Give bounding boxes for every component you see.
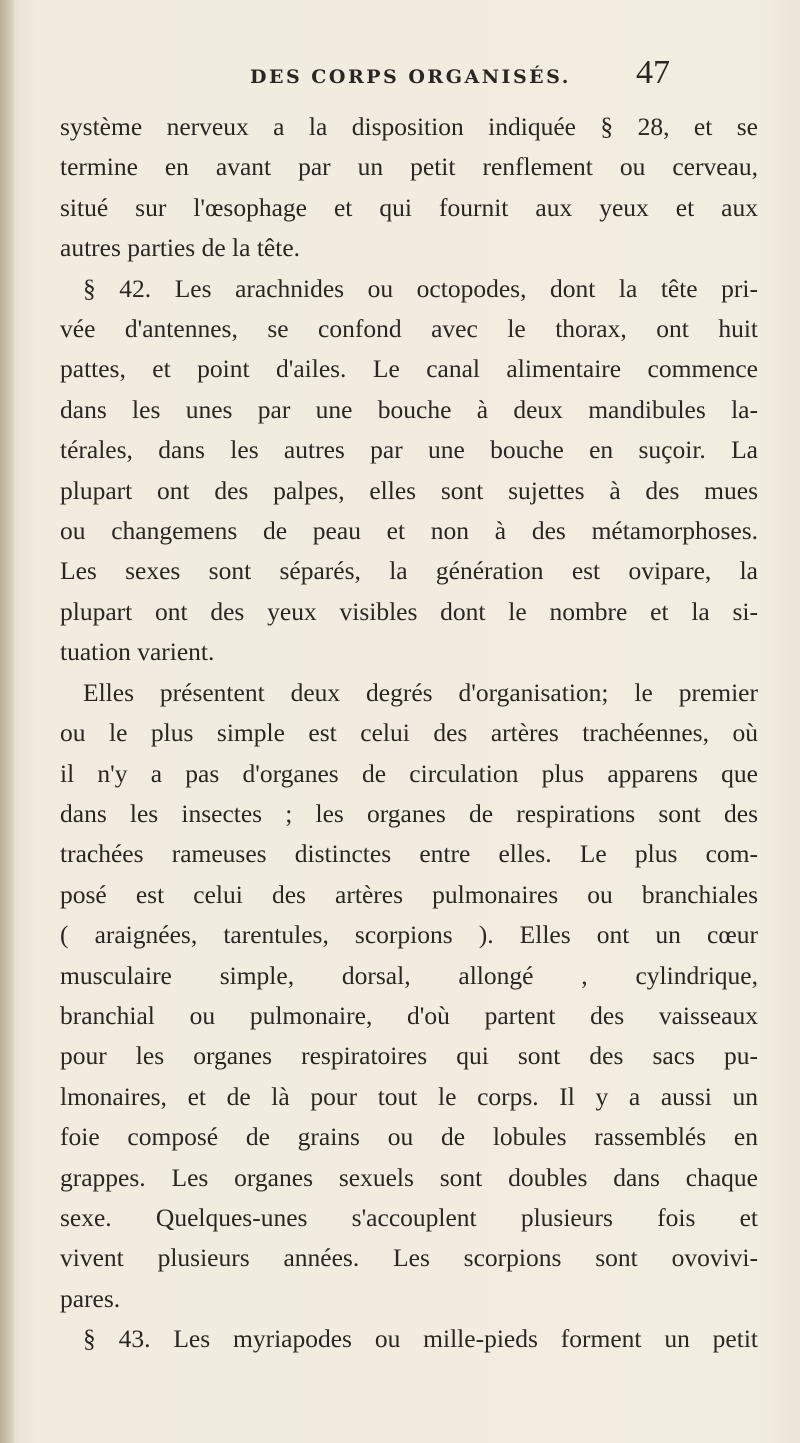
text-line: vée d'antennes, se confond avec le thorax, ont huit bbox=[60, 314, 758, 344]
text-line: ( araignées, tarentules, scorpions ). Elles ont un cœur bbox=[60, 920, 758, 950]
text-line: autres parties de la tête. bbox=[60, 233, 301, 263]
text-line: dans les unes par une bouche à deux mandibules la- bbox=[60, 394, 758, 424]
text-line: lmonaires, et de là pour tout le corps. Il y a aussi un bbox=[60, 1081, 758, 1111]
text-line: sexe. Quelques-unes s'accouplent plusieurs fois et bbox=[60, 1202, 758, 1232]
page-header bbox=[250, 54, 670, 100]
text-line: termine en avant par un petit renflement ou cerveau, bbox=[60, 152, 758, 182]
text-line: § 43. Les myriapodes ou mille-pieds forment un petit bbox=[83, 1324, 758, 1354]
text-line: ou changemens de peau et non à des métamorphoses. bbox=[60, 516, 758, 546]
text-line: grappes. Les organes sexuels sont doubles dans chaque bbox=[60, 1162, 758, 1192]
text-line: plupart ont des yeux visibles dont le nombre et la si- bbox=[60, 596, 758, 626]
text-line: système nerveux a la disposition indiquée § 28, et se bbox=[60, 112, 758, 141]
body-text bbox=[60, 107, 758, 1360]
text-line: musculaire simple, dorsal, allongé , cylindrique, bbox=[60, 960, 758, 990]
text-line: situé sur l'œsophage et qui fournit aux yeux et aux bbox=[60, 192, 758, 222]
text-line: térales, dans les autres par une bouche en suçoir. La bbox=[60, 435, 758, 465]
text-line: tuation varient. bbox=[60, 637, 215, 667]
text-line: il n'y a pas d'organes de circulation plus apparens que bbox=[60, 758, 758, 788]
text-line: vivent plusieurs années. Les scorpions sont ovovivi- bbox=[60, 1243, 758, 1273]
text-line: pour les organes respiratoires qui sont des sacs pu- bbox=[60, 1041, 758, 1071]
text-line: § 42. Les arachnides ou octopodes, dont la tête pri- bbox=[83, 273, 758, 303]
text-line: pattes, et point d'ailes. Le canal alimentaire commence bbox=[60, 354, 758, 384]
text-line: plupart ont des palpes, elles sont sujettes à des mues bbox=[60, 475, 758, 505]
text-line: Les sexes sont séparés, la génération est ovipare, la bbox=[60, 556, 758, 586]
text-line: branchial ou pulmonaire, d'où partent des vaisseaux bbox=[60, 1000, 758, 1030]
text-line: Elles présentent deux degrés d'organisation; le premier bbox=[83, 677, 758, 707]
running-head: DES CORPS ORGANISÉS. bbox=[250, 66, 571, 88]
text-line: trachées rameuses distinctes entre elles. Le plus com- bbox=[60, 839, 758, 869]
text-line: pares. bbox=[60, 1283, 121, 1313]
page-number: 47 bbox=[636, 54, 670, 91]
page-gutter bbox=[0, 0, 14, 1443]
text-line: posé est celui des artères pulmonaires ou branchiales bbox=[60, 879, 758, 909]
text-line: foie composé de grains ou de lobules rassemblés en bbox=[60, 1122, 758, 1152]
text-line: dans les insectes ; les organes de respirations sont des bbox=[60, 798, 758, 828]
text-line: ou le plus simple est celui des artères trachéennes, où bbox=[60, 718, 758, 748]
